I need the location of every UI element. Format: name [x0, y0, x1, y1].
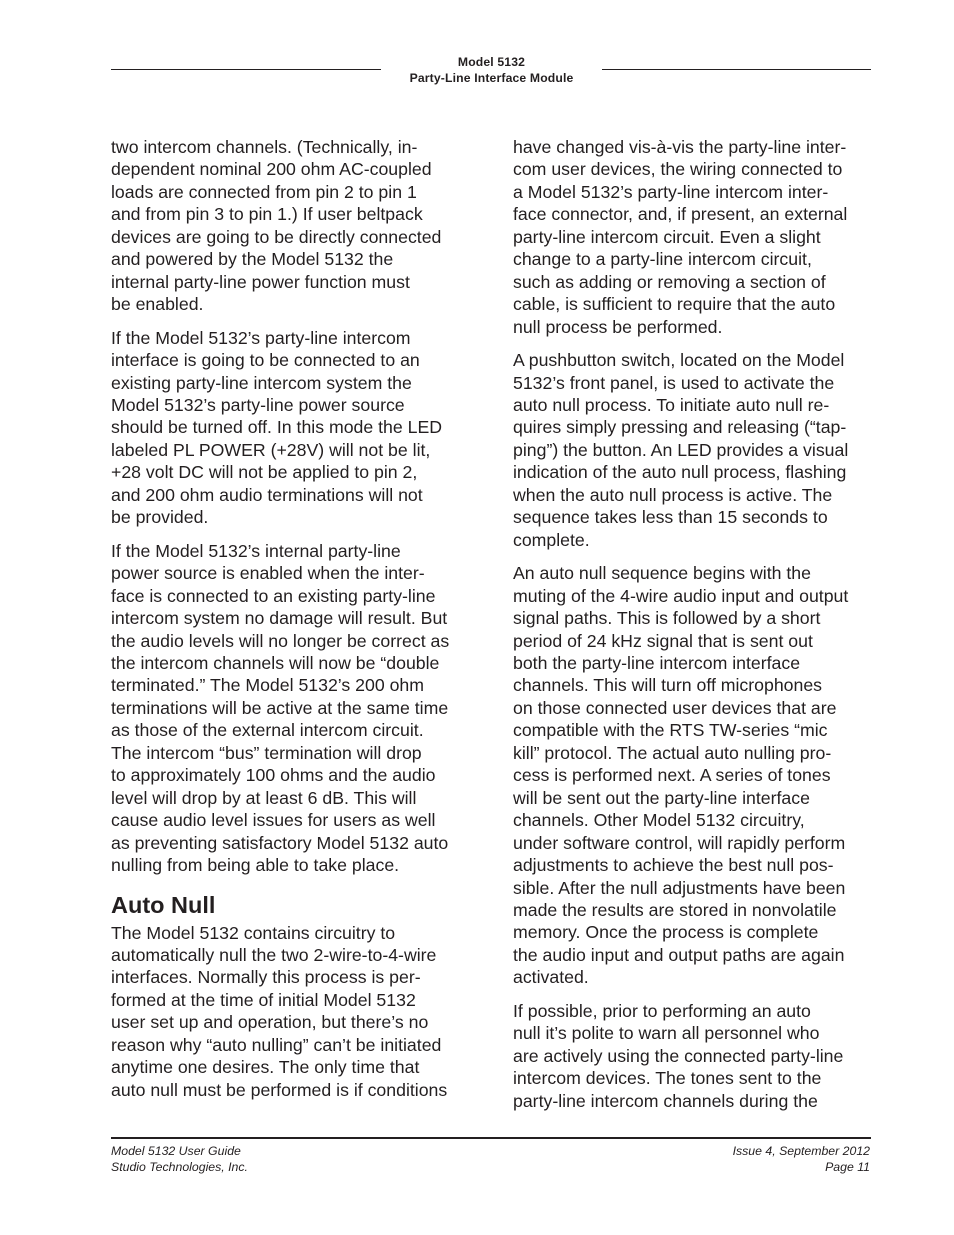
footer-page-number: Page 11 — [825, 1160, 870, 1174]
text-line: null process be performed. — [513, 316, 723, 337]
header-model: Model 5132 — [457, 55, 526, 69]
text-line: are actively using the connected party-line — [513, 1045, 844, 1066]
footer-company: Studio Technologies, Inc. — [111, 1160, 248, 1174]
text-line: channels. Other Model 5132 circuitry, — [513, 810, 805, 831]
text-line: and from pin 3 to pin 1.) If user beltpack — [111, 204, 423, 225]
section-heading-auto-null: Auto Null — [111, 891, 216, 918]
footer-rule — [111, 1137, 871, 1139]
text-line: labeled PL POWER (+28V) will not be lit, — [111, 439, 431, 460]
text-line: period of 24 kHz signal that is sent out — [513, 630, 813, 651]
left-paragraph-2 — [111, 327, 469, 529]
text-line: memory. Once the process is complete — [513, 922, 819, 943]
text-line: The Model 5132 contains circuitry to — [111, 922, 396, 943]
text-line: made the results are stored in nonvolatile — [513, 899, 837, 920]
text-line: intercom devices. The tones sent to the — [513, 1068, 822, 1089]
text-line: under software control, will rapidly perform — [513, 832, 846, 853]
text-line: A pushbutton switch, located on the Model — [513, 350, 845, 371]
text-line: user set up and operation, but there’s no — [111, 1012, 429, 1033]
text-line: quires simply pressing and releasing (“tap- — [513, 417, 847, 438]
text-line: channels. This will turn off microphones — [513, 675, 823, 696]
text-line: face connector, and, if present, an external — [513, 204, 848, 225]
text-line: terminated.” The Model 5132’s 200 ohm — [111, 675, 424, 696]
text-line: dependent nominal 200 ohm AC-coupled — [111, 159, 432, 180]
text-line: to approximately 100 ohms and the audio — [111, 765, 436, 786]
text-line: reason why “auto nulling” can’t be initiated — [111, 1034, 442, 1055]
text-line: as those of the external intercom circuit. — [111, 720, 424, 741]
text-line: terminations will be active at the same time — [111, 697, 449, 718]
left-paragraph-4 — [111, 922, 469, 1102]
text-line: cess is performed next. A series of tones — [513, 765, 831, 786]
text-line: the intercom channels will now be “double — [111, 652, 440, 673]
text-line: change to a party-line intercom circuit, — [513, 249, 812, 270]
text-line: party-line intercom channels during the — [513, 1090, 818, 1111]
text-line: internal party-line power function must — [111, 271, 410, 292]
header-rule-left — [111, 69, 381, 70]
text-line: formed at the time of initial Model 5132 — [111, 989, 416, 1010]
text-line: face is connected to an existing party-line — [111, 585, 436, 606]
running-header — [381, 54, 602, 86]
text-line: null it’s polite to warn all personnel who — [513, 1023, 820, 1044]
text-line: the audio levels will no longer be correct as — [111, 630, 450, 651]
text-line: interface is going to be connected to an — [111, 350, 420, 371]
text-line: on those connected user devices that are — [513, 697, 837, 718]
text-line: signal paths. This is followed by a short — [513, 608, 821, 629]
text-line: If the Model 5132’s party-line intercom — [111, 327, 411, 348]
text-line: cause audio level issues for users as well — [111, 810, 436, 831]
left-paragraph-3 — [111, 540, 469, 877]
text-line: anytime one desires. The only time that — [111, 1057, 420, 1078]
text-line: intercom system no damage will result. But — [111, 608, 448, 629]
text-line: +28 volt DC will not be applied to pin 2, — [111, 462, 418, 483]
footer-right — [600, 1143, 870, 1175]
left-column — [111, 136, 469, 1112]
text-line: com user devices, the wiring connected to — [513, 159, 843, 180]
right-paragraph-3 — [513, 562, 871, 989]
text-line: nulling from being able to take place. — [111, 855, 400, 876]
text-line: The intercom “bus” termination will drop — [111, 742, 422, 763]
text-line: An auto null sequence begins with the — [513, 563, 811, 584]
text-line: activated. — [513, 967, 589, 988]
text-line: sible. After the null adjustments have been — [513, 877, 846, 898]
text-line: kill” protocol. The actual auto nulling pro- — [513, 742, 832, 763]
text-line: 5132’s front panel, is used to activate the — [513, 372, 835, 393]
text-line: compatible with the RTS TW-series “mic — [513, 720, 828, 741]
right-paragraph-2 — [513, 349, 871, 551]
text-line: when the auto null process is active. The — [513, 484, 833, 505]
text-line: If possible, prior to performing an auto — [513, 1000, 811, 1021]
text-line: be enabled. — [111, 294, 204, 315]
right-paragraph-4 — [513, 1000, 871, 1112]
text-line: indication of the auto null process, flashing — [513, 462, 847, 483]
text-line: auto null must be performed is if conditions — [111, 1079, 448, 1100]
text-line: should be turned off. In this mode the LED — [111, 417, 443, 438]
header-product: Party-Line Interface Module — [409, 71, 574, 85]
text-line: sequence takes less than 15 seconds to — [513, 507, 828, 528]
text-line: Model 5132’s party-line power source — [111, 394, 405, 415]
right-column — [513, 136, 871, 1123]
text-line: be provided. — [111, 507, 209, 528]
text-line: a Model 5132’s party-line intercom inter- — [513, 181, 829, 202]
left-paragraph-1 — [111, 136, 469, 316]
text-line: automatically null the two 2-wire-to-4-wire — [111, 944, 437, 965]
right-paragraph-1 — [513, 136, 871, 338]
text-line: power source is enabled when the inter- — [111, 563, 425, 584]
text-line: muting of the 4-wire audio input and output — [513, 585, 849, 606]
text-line: devices are going to be directly connected — [111, 226, 442, 247]
footer-left — [111, 1143, 248, 1175]
footer-guide-title: Model 5132 User Guide — [111, 1144, 241, 1158]
text-line: level will drop by at least 6 dB. This will — [111, 787, 417, 808]
text-line: loads are connected from pin 2 to pin 1 — [111, 181, 417, 202]
text-line: cable, is sufficient to require that the auto — [513, 294, 836, 315]
text-line: existing party-line intercom system the — [111, 372, 412, 393]
text-line: complete. — [513, 529, 590, 550]
text-line: two intercom channels. (Technically, in- — [111, 137, 418, 157]
text-line: party-line intercom circuit. Even a slight — [513, 226, 821, 247]
text-line: adjustments to achieve the best null pos- — [513, 855, 834, 876]
header-rule-right — [602, 69, 871, 70]
text-line: interfaces. Normally this process is per- — [111, 967, 421, 988]
text-line: the audio input and output paths are again — [513, 944, 845, 965]
text-line: such as adding or removing a section of — [513, 271, 826, 292]
text-line: If the Model 5132’s internal party-line — [111, 540, 401, 561]
text-line: as preventing satisfactory Model 5132 auto — [111, 832, 449, 853]
text-line: and 200 ohm audio terminations will not — [111, 484, 423, 505]
text-line: and powered by the Model 5132 the — [111, 249, 394, 270]
text-line: will be sent out the party-line interface — [513, 787, 810, 808]
footer-issue: Issue 4, September 2012 — [732, 1144, 870, 1158]
text-line: ping”) the button. An LED provides a visual — [513, 439, 849, 460]
text-line: both the party-line intercom interface — [513, 652, 801, 673]
text-line: auto null process. To initiate auto null re- — [513, 394, 830, 415]
text-line: have changed vis-à-vis the party-line inter- — [513, 137, 847, 157]
